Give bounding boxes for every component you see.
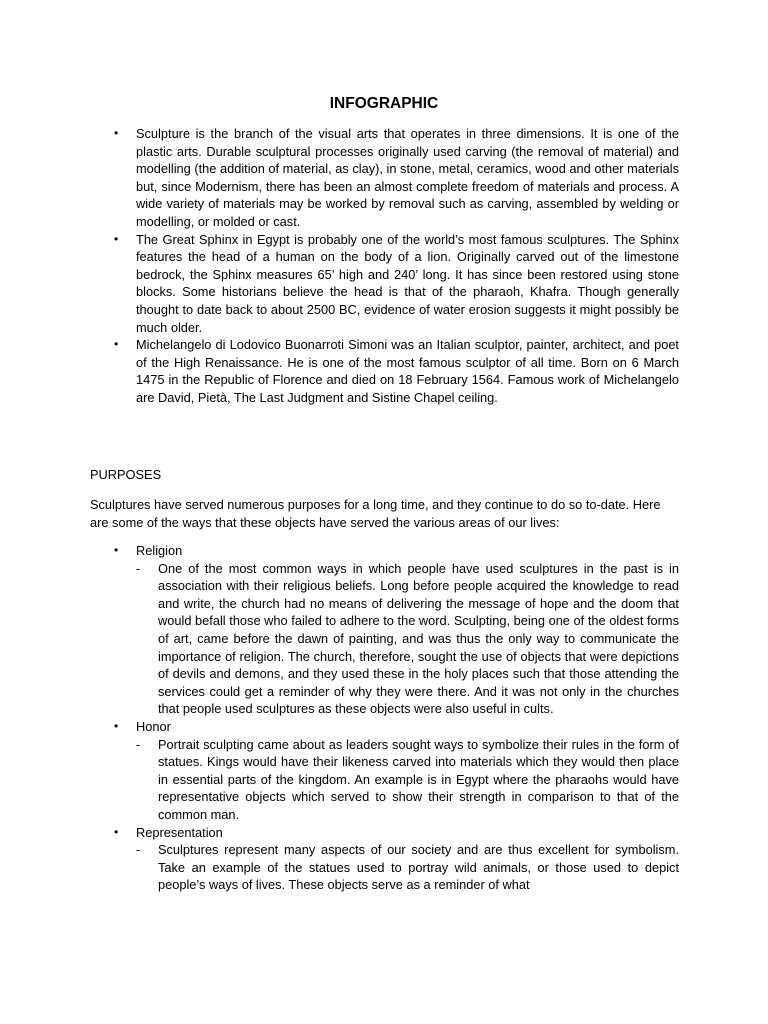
purposes-intro: Sculptures have served numerous purposes for a long time, and they continue to do so to-date. Here are some of the ways that these objects have served the various areas of our lives: — [90, 497, 661, 530]
list-item — [110, 125, 679, 231]
bullet-icon: • — [114, 126, 119, 140]
list-item — [110, 336, 679, 406]
purpose-label: Honor — [136, 718, 171, 734]
info-bullet-list — [110, 125, 679, 407]
dash-icon: - — [136, 842, 141, 858]
bullet-icon: • — [114, 337, 119, 352]
document-title: INFOGRAPHIC — [329, 95, 439, 112]
purpose-label: Religion — [136, 543, 183, 558]
purpose-description-text: Sculptures represent many aspects of our society and are thus excellent for symbolism. Take an example of the statues used to portray wild animals, or those used to depict people’s ways of lives. These objects serve as a reminder of what — [158, 842, 679, 893]
purposes-list — [110, 542, 679, 894]
dash-icon: - — [136, 736, 141, 752]
purpose-item-representation — [110, 824, 679, 894]
list-item — [110, 231, 679, 337]
bullet-icon: • — [114, 824, 119, 839]
bullet-text-sculpture: Sculpture is the branch of the visual arts that operates in three dimensions. It is one of the plastic arts. Durable sculptural processes originally used carving (the removal of material) and modelling (the addition of material, as clay), in stone, metal, ceramics, wood and other materials but, since Modernism, there has been an almost complete freedom of materials and process. A wide variety of materials may be worked by removal such as carving, assembled by welding or modelling, or molded or cast. — [136, 126, 679, 229]
purpose-description-text: Portrait sculpting came about as leaders sought ways to symbolize their rules in the form of statues. Kings would have their likeness carved into materials which they would then place in essential parts of the kingdom. An example is in Egypt where the pharaohs would have representative objects which served to show their strength in comparison to that of the common man. — [158, 736, 679, 822]
bullet-icon: • — [114, 543, 119, 557]
purpose-description — [136, 736, 679, 824]
purposes-heading: PURPOSES — [90, 467, 162, 482]
purpose-description — [136, 560, 679, 718]
purpose-description — [136, 841, 679, 894]
purpose-label: Representation — [136, 824, 223, 840]
purpose-item-religion — [110, 542, 679, 718]
dash-icon: - — [136, 560, 141, 576]
purpose-item-honor — [110, 718, 679, 824]
purpose-description-text: One of the most common ways in which people have used sculptures in the past is in association with their religious beliefs. Long before people acquired the knowledge to read and write, the church had no means of delivering the message of hope and the doom that would befall those who failed to adhere to the word. Sculpting, being one of the oldest forms of art, came before the dawn of painting, and was thus the only way to communicate the importance of religion. The church, therefore, sought the use of objects that were depictions of devils and demons, and they used these in the holy places such that those attending the services could get a reminder of why they were there. And it was not only in the churches that people used sculptures as these objects were also useful in cults. — [158, 560, 679, 717]
bullet-icon: • — [114, 718, 119, 733]
bullet-text-michelangelo: Michelangelo di Lodovico Buonarroti Simoni was an Italian sculptor, painter, architect, and poet of the High Renaissance. He is one of the most famous sculptor of all time. Born on 6 March 1475 in the Republic of Florence and died on 18 February 1564. Famous work of Michelangelo are David, Pietà, The Last Judgment and Sistine Chapel ceiling. — [136, 337, 679, 405]
bullet-text-sphinx: The Great Sphinx in Egypt is probably one of the world’s most famous sculptures. The Sphinx features the head of a human on the body of a lion. Originally carved out of the limestone bedrock, the Sphinx measures 65’ high and 240’ long. It has since been restored using stone blocks. Some historians believe the head is that of the pharaoh, Khafra. Though generally thought to date back to about 2500 BC, evidence of water erosion suggests it might possibly be much older. — [136, 231, 679, 335]
bullet-icon: • — [114, 231, 119, 246]
